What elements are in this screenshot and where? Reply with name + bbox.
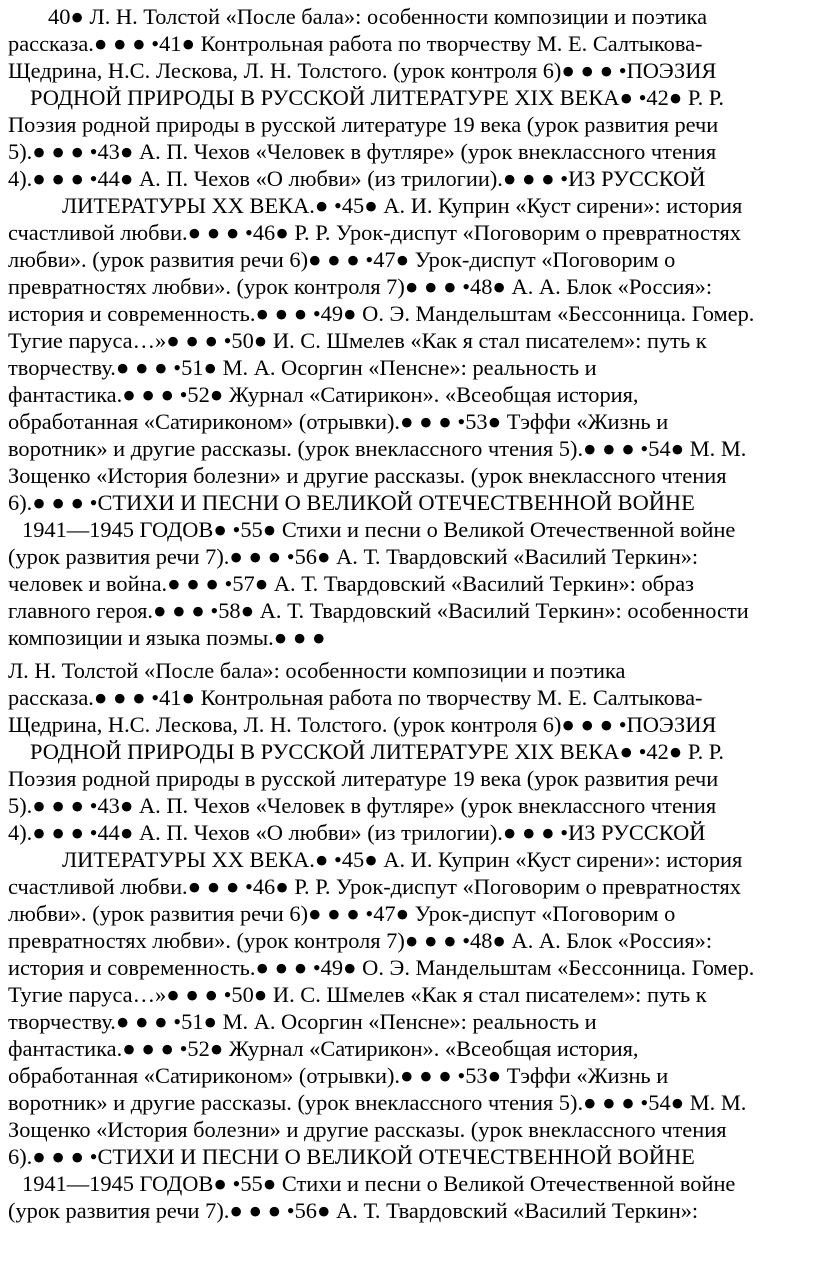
text-line: счастливой любви.● ● ● •46● Р. Р. Урок-диспут «Поговорим о превратностях <box>8 220 741 245</box>
text-line: (урок развития речи 7).● ● ● •56● А. Т. Твардовский «Василий Теркин»: <box>8 1198 699 1223</box>
text-line: Поэзия родной природы в русской литературе 19 века (урок развития речи <box>8 766 719 791</box>
text-line: Л. Н. Толстой «После бала»: особенности композиции и поэтика <box>8 658 626 683</box>
text-line: любви». (урок развития речи 6)● ● ● •47● Урок-диспут «Поговорим о <box>8 247 676 272</box>
text-line: РОДНОЙ ПРИРОДЫ В РУССКОЙ ЛИТЕРАТУРЕ XIX ВЕКА● •42● Р. Р. <box>30 85 725 110</box>
text-line: обработанная «Сатириконом» (отрывки).● ● ● •53● Тэффи «Жизнь и <box>8 1063 669 1088</box>
text-line: (урок развития речи 7).● ● ● •56● А. Т. Твардовский «Василий Теркин»: <box>8 544 699 569</box>
text-line: 6).● ● ● •СТИХИ И ПЕСНИ О ВЕЛИКОЙ ОТЕЧЕСТВЕННОЙ ВОЙНЕ <box>8 1144 695 1169</box>
text-line: превратностях любви». (урок контроля 7)● ● ● •48● А. А. Блок «Россия»: <box>8 928 713 953</box>
text-line: 5).● ● ● •43● А. П. Чехов «Человек в футляре» (урок внеклассного чтения <box>8 139 717 164</box>
text-line: 1941—1945 ГОДОВ● •55● Стихи и песни о Великой Отечественной войне <box>22 1171 736 1196</box>
text-line: 1941—1945 ГОДОВ● •55● Стихи и песни о Великой Отечественной войне <box>22 517 736 542</box>
text-line: фантастика.● ● ● •52● Журнал «Сатирикон». «Всеобщая история, <box>8 382 639 407</box>
text-line: Тугие паруса…»● ● ● •50● И. С. Шмелев «Как я стал писателем»: путь к <box>8 982 707 1007</box>
text-line: главного героя.● ● ● •58● А. Т. Твардовский «Василий Теркин»: особенности <box>8 598 749 623</box>
text-line: воротник» и другие рассказы. (урок внеклассного чтения 5).● ● ● •54● М. М. <box>8 436 747 461</box>
text-line: рассказа.● ● ● •41● Контрольная работа по творчеству М. Е. Салтыкова- <box>8 685 703 710</box>
text-line: Зощенко «История болезни» и другие рассказы. (урок внеклассного чтения <box>8 1117 727 1142</box>
text-line: ЛИТЕРАТУРЫ XX ВЕКА.● •45● А. И. Куприн «Куст сирени»: история <box>62 193 743 218</box>
text-line: человек и война.● ● ● •57● А. Т. Твардовский «Василий Теркин»: образ <box>8 571 695 596</box>
text-line: 4).● ● ● •44● А. П. Чехов «О любви» (из трилогии).● ● ● •ИЗ РУССКОЙ <box>8 166 706 191</box>
text-line: 4).● ● ● •44● А. П. Чехов «О любви» (из трилогии).● ● ● •ИЗ РУССКОЙ <box>8 820 706 845</box>
text-line: РОДНОЙ ПРИРОДЫ В РУССКОЙ ЛИТЕРАТУРЕ XIX ВЕКА● •42● Р. Р. <box>30 739 725 764</box>
text-line: воротник» и другие рассказы. (урок внеклассного чтения 5).● ● ● •54● М. М. <box>8 1090 747 1115</box>
text-line: творчеству.● ● ● •51● М. А. Осоргин «Пенсне»: реальность и <box>8 1009 597 1034</box>
text-line: превратностях любви». (урок контроля 7)● ● ● •48● А. А. Блок «Россия»: <box>8 274 713 299</box>
text-line: творчеству.● ● ● •51● М. А. Осоргин «Пенсне»: реальность и <box>8 355 597 380</box>
text-line: любви». (урок развития речи 6)● ● ● •47● Урок-диспут «Поговорим о <box>8 901 676 926</box>
text-line: рассказа.● ● ● •41● Контрольная работа по творчеству М. Е. Салтыкова- <box>8 31 703 56</box>
text-line: история и современность.● ● ● •49● О. Э. Мандельштам «Бессонница. Гомер. <box>8 955 755 980</box>
text-line: Щедрина, Н.С. Лескова, Л. Н. Толстого. (урок контроля 6)● ● ● •ПОЭЗИЯ <box>8 58 717 83</box>
text-line: обработанная «Сатириконом» (отрывки).● ● ● •53● Тэффи «Жизнь и <box>8 409 669 434</box>
text-line: история и современность.● ● ● •49● О. Э. Мандельштам «Бессонница. Гомер. <box>8 301 755 326</box>
text-line: Тугие паруса…»● ● ● •50● И. С. Шмелев «Как я стал писателем»: путь к <box>8 328 707 353</box>
text-line: ЛИТЕРАТУРЫ XX ВЕКА.● •45● А. И. Куприн «Куст сирени»: история <box>62 847 743 872</box>
text-line: Щедрина, Н.С. Лескова, Л. Н. Толстого. (урок контроля 6)● ● ● •ПОЭЗИЯ <box>8 712 717 737</box>
text-line: фантастика.● ● ● •52● Журнал «Сатирикон». «Всеобщая история, <box>8 1036 639 1061</box>
text-line: 40● Л. Н. Толстой «После бала»: особенности композиции и поэтика <box>48 4 708 29</box>
text-line: 6).● ● ● •СТИХИ И ПЕСНИ О ВЕЛИКОЙ ОТЕЧЕСТВЕННОЙ ВОЙНЕ <box>8 490 695 515</box>
text-line: Зощенко «История болезни» и другие рассказы. (урок внеклассного чтения <box>8 463 727 488</box>
text-line: композиции и языка поэмы.● ● ● <box>8 625 326 650</box>
text-line: Поэзия родной природы в русской литературе 19 века (урок развития речи <box>8 112 719 137</box>
text-line: счастливой любви.● ● ● •46● Р. Р. Урок-диспут «Поговорим о превратностях <box>8 874 741 899</box>
text-line: 5).● ● ● •43● А. П. Чехов «Человек в футляре» (урок внеклассного чтения <box>8 793 717 818</box>
